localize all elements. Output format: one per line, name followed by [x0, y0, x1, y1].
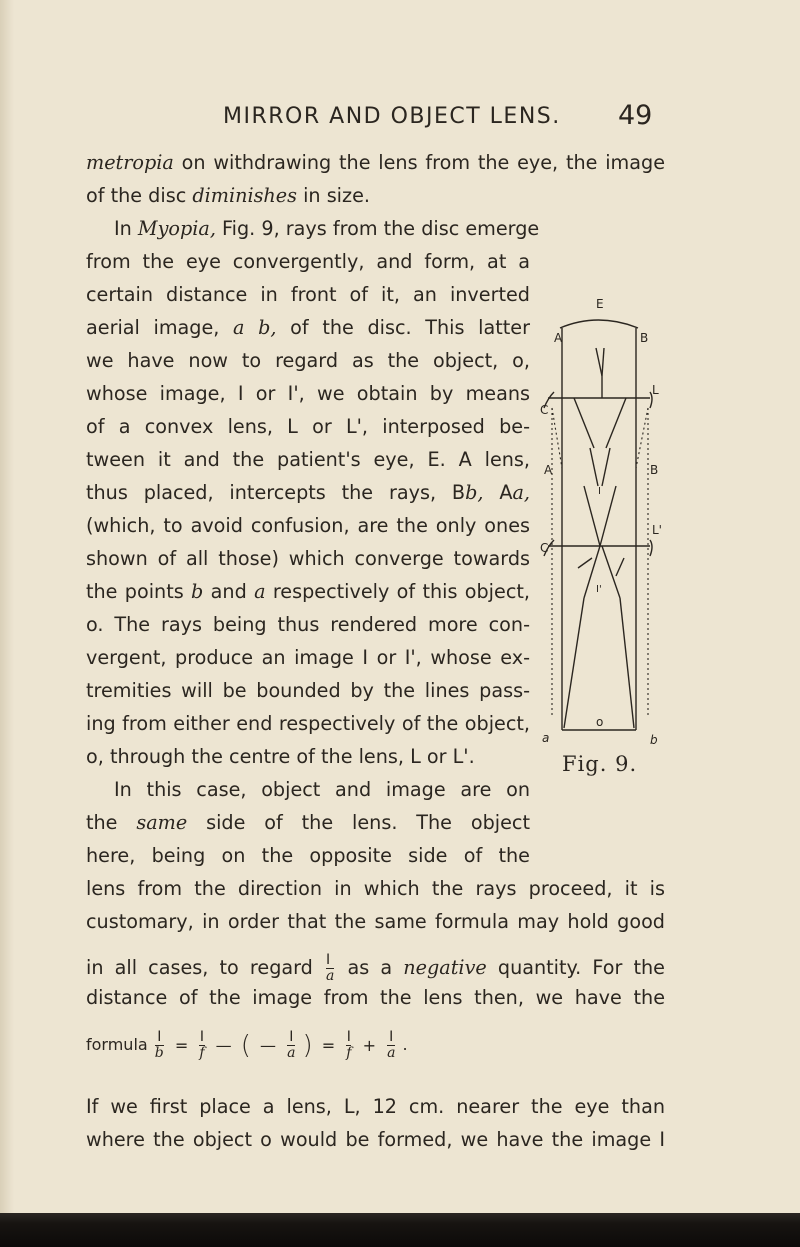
italic-text: a b,: [233, 316, 277, 339]
ray-line: [602, 448, 610, 486]
ray-line: [574, 398, 594, 448]
ray-line: [616, 558, 624, 576]
text-run: the: [86, 811, 137, 834]
label-E: E: [596, 297, 604, 311]
scan-bottom-edge: [0, 1213, 800, 1247]
text-line: [86, 813, 530, 832]
label-b: b: [650, 733, 658, 747]
text-run: In: [114, 217, 138, 240]
text-run: the points: [86, 580, 192, 603]
label-C-lower: C: [540, 541, 549, 555]
text-run: we have now to regard as the object, o,: [86, 349, 530, 372]
text-line: [86, 384, 530, 403]
text-run: in all cases, to regard: [86, 956, 324, 979]
text-line: [86, 549, 530, 568]
text-line: [86, 1130, 665, 1149]
ray-line: [600, 486, 616, 546]
formula-lhs-fraction: $\frac{I}{b}$: [154, 1029, 164, 1061]
text-run: side of the lens. The object: [187, 811, 530, 834]
text-run: If we first place a lens, L, 12 cm. nearer the eye than: [86, 1095, 665, 1118]
text-run: o, through the centre of the lens, L or L'.: [86, 745, 475, 768]
formula-term-4: $\frac{I}{a}$: [387, 1029, 396, 1061]
page-number: 49: [618, 100, 653, 131]
text-line: [86, 747, 475, 766]
italic-text: a: [254, 580, 266, 603]
text-run: aerial image,: [86, 316, 234, 339]
text-line: [86, 285, 530, 304]
formula-term-3: $\frac{I}{f}$: [346, 1029, 352, 1061]
page-header: [0, 100, 800, 138]
ray-line: [564, 598, 584, 728]
text-run: of the disc. This latter: [276, 316, 530, 339]
text-line: [86, 186, 370, 205]
label-o: o: [596, 715, 604, 729]
dotted-ray: [552, 408, 562, 468]
formula-negative-sign: —: [259, 1036, 276, 1055]
ray-line: [590, 448, 598, 486]
text-line: [86, 351, 530, 370]
formula-term-2: $\frac{I}{a}$: [287, 1029, 296, 1061]
text-line: [86, 714, 530, 733]
text-line: [86, 615, 530, 634]
label-A-top: A: [554, 331, 563, 345]
ray-line: [606, 398, 626, 448]
text-run: from the eye convergently, and form, at a: [86, 250, 530, 273]
text-run: In this case, object and image are on: [114, 778, 530, 801]
text-run: A: [483, 481, 513, 504]
text-line: [86, 1097, 665, 1116]
label-I-lower: I': [596, 584, 602, 595]
text-line: [86, 153, 665, 172]
formula-equals-2: =: [321, 1036, 336, 1055]
text-run: respectively of this object,: [265, 580, 530, 603]
text-run: tween it and the patient's eye, E. A lens,: [86, 448, 530, 471]
text-line: [86, 516, 530, 535]
figure-9-diagram: [540, 258, 670, 778]
italic-text: b,: [465, 481, 484, 504]
text-run: distance of the image from the lens then, we have the: [86, 986, 665, 1009]
lens-lower-right-arc: [650, 540, 652, 556]
text-run: ing from either end respectively of the object,: [86, 712, 530, 735]
text-line: [86, 846, 530, 865]
text-line: [86, 988, 665, 1007]
text-run: and: [203, 580, 255, 603]
inline-fraction: $\frac{I}{a}$: [326, 952, 335, 984]
text-run: (which, to avoid confusion, are the only ones: [86, 514, 530, 537]
italic-text: negative: [403, 956, 487, 979]
dotted-ray: [636, 408, 648, 468]
text-line: [86, 252, 530, 271]
ray-line: [578, 558, 592, 568]
italic-text: a,: [512, 481, 530, 504]
text-run: tremities will be bounded by the lines pass-: [86, 679, 530, 702]
text-line: [86, 318, 530, 337]
text-run: vergent, produce an image I or I', whose ex-: [86, 646, 530, 669]
formula-end: .: [402, 1035, 408, 1054]
text-run: here, being on the opposite side of the: [86, 844, 530, 867]
text-run: thus placed, intercepts the rays, B: [86, 481, 466, 504]
italic-text: metropia: [86, 151, 174, 174]
text-run: certain distance in front of it, an inverted: [86, 283, 530, 306]
text-run: Fig. 9, rays from the disc emerge: [215, 217, 540, 240]
text-line: [86, 648, 530, 667]
italic-text: b: [191, 580, 204, 603]
text-line: [86, 417, 530, 436]
formula-minus: —: [215, 1036, 232, 1055]
label-a: a: [542, 731, 550, 745]
text-run: of the disc: [86, 184, 193, 207]
italic-text: Myopia,: [137, 217, 216, 240]
ray-line: [602, 348, 604, 376]
label-A-mid: A: [544, 463, 553, 477]
text-line: [86, 953, 665, 984]
label-L-lower: L': [652, 523, 662, 537]
label-B-top: B: [640, 331, 649, 345]
formula-equals: =: [174, 1036, 189, 1055]
text-run: lens from the direction in which the rays proceed, it is: [86, 877, 665, 900]
text-line: [86, 450, 530, 469]
eye-cornea-line: [560, 320, 638, 328]
text-run: whose image, I or I', we obtain by means: [86, 382, 530, 405]
text-run: where the object o would be formed, we have the image I: [86, 1128, 665, 1151]
text-run: o. The rays being thus rendered more con-: [86, 613, 530, 636]
formula-plus: +: [362, 1036, 376, 1055]
page-edge-shadow: [0, 0, 14, 1247]
label-B-mid: B: [650, 463, 659, 477]
italic-text: diminishes: [192, 184, 297, 207]
text-run: shown of all those) which converge towards: [86, 547, 530, 570]
ray-line: [596, 348, 602, 376]
text-run: as a: [336, 956, 404, 979]
text-run: quantity. For the: [486, 956, 665, 979]
text-line: [86, 879, 665, 898]
running-title: MIRROR AND OBJECT LENS.: [223, 104, 561, 129]
label-C-upper: C: [540, 403, 549, 417]
text-line: [86, 582, 530, 601]
lens-formula: [86, 1030, 408, 1061]
formula-term-1: $\frac{I}{f}$: [199, 1029, 205, 1061]
text-line: [114, 780, 530, 799]
formula-paren-close: ): [302, 1030, 313, 1061]
text-run: customary, in order that the same formula may hold good: [86, 910, 665, 933]
text-line: [86, 483, 530, 502]
label-I-upper: I: [598, 486, 601, 497]
text-line: [86, 912, 665, 931]
text-run: of a convex lens, L or L', interposed be-: [86, 415, 530, 438]
text-run: in size.: [297, 184, 370, 207]
ray-line: [620, 598, 634, 728]
text-line: [86, 681, 530, 700]
text-line: [114, 217, 540, 240]
italic-text: same: [136, 811, 188, 834]
figure-caption: Fig. 9.: [562, 752, 638, 776]
formula-prefix: formula: [86, 1035, 148, 1054]
ray-diagram: [540, 258, 670, 758]
text-run: on withdrawing the lens from the eye, the image: [173, 151, 665, 174]
formula-paren-open: (: [240, 1030, 251, 1061]
label-L-upper: L: [652, 383, 659, 397]
